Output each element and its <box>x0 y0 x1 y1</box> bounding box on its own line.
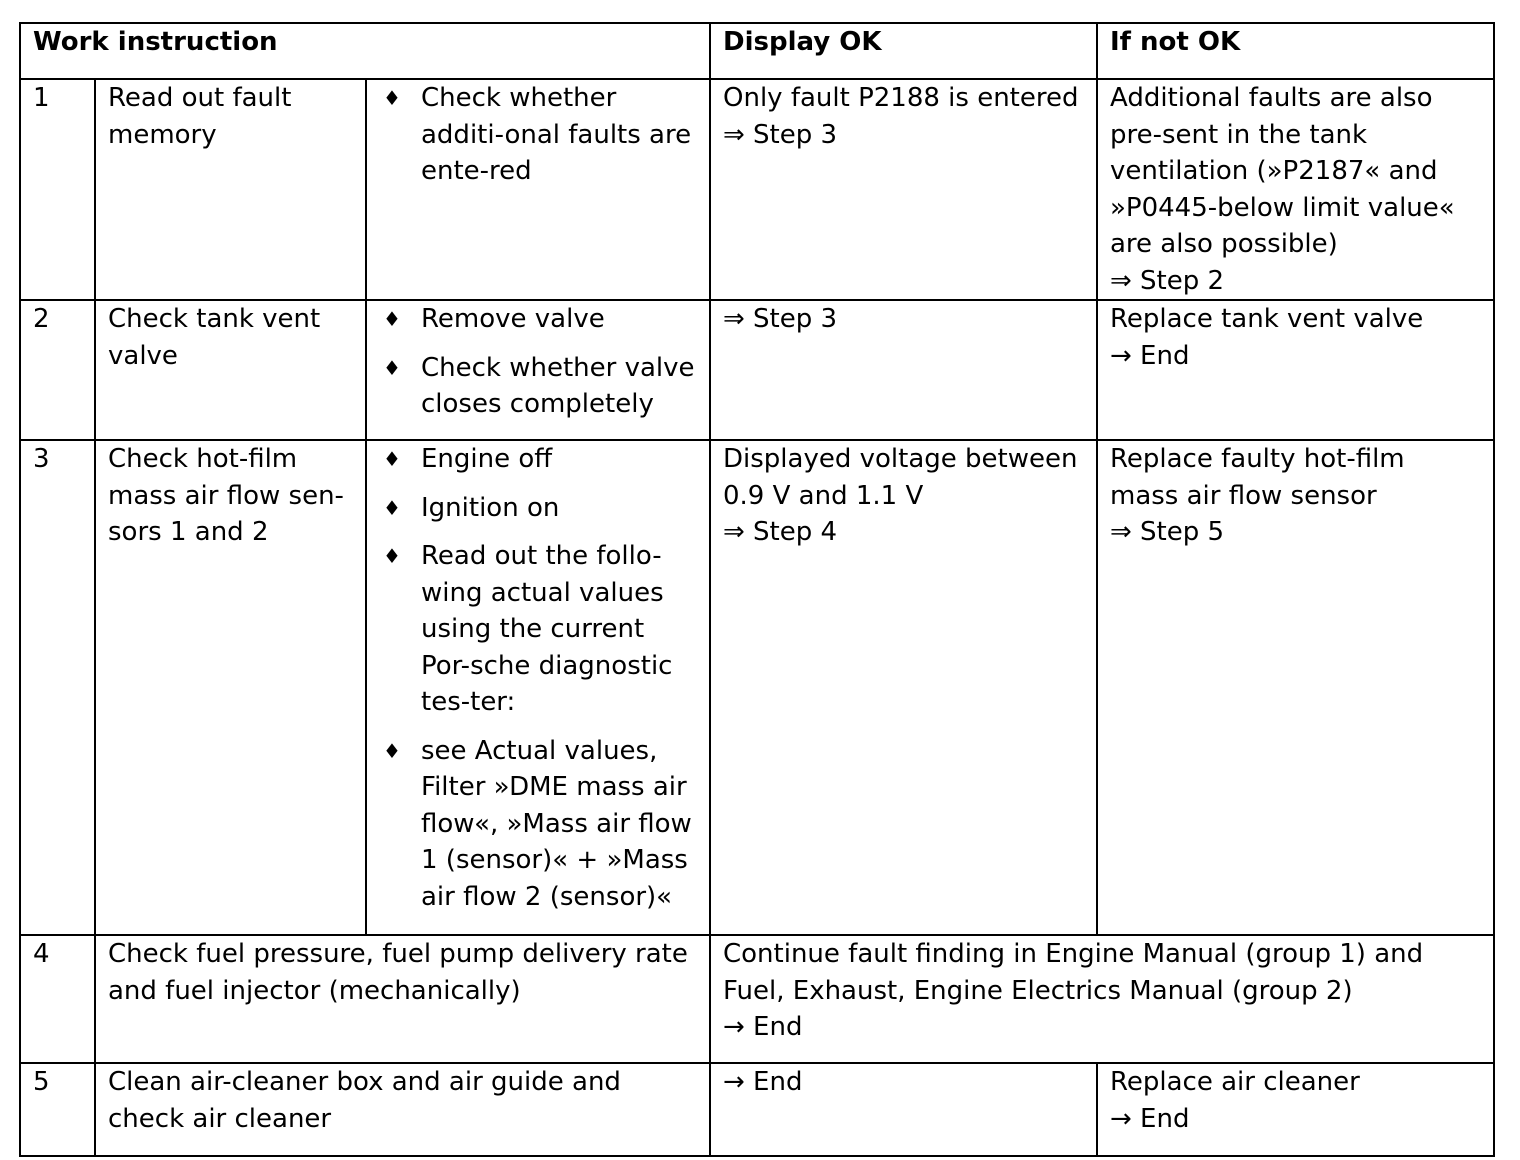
display-ok-cell: Only fault P2188 is entered ⇒ Step 3 <box>710 79 1097 300</box>
table-row <box>20 935 1494 1063</box>
procedure-item: ♦ Check whether additi-onal faults are ente-red <box>379 80 697 190</box>
table-row <box>20 440 1494 935</box>
header-row <box>20 23 1494 79</box>
step-number: 5 <box>20 1063 95 1156</box>
table-row <box>20 1063 1494 1156</box>
display-ok-cell <box>710 1063 1097 1156</box>
step-instruction: Clean air-cleaner box and air guide and check air cleaner <box>95 1063 710 1156</box>
step-link: → End <box>723 1012 803 1042</box>
procedure-item: ♦ Ignition on <box>379 490 697 527</box>
if-not-ok-cell: Replace faulty hot-film mass air flow sensor ⇒ Step 5 <box>1097 440 1494 935</box>
if-not-ok-cell: Additional faults are also pre-sent in the tank ventilation (»P2187« and »P0445-below limit value« are also possible) ⇒ Step 2 <box>1097 79 1494 300</box>
step-instruction: Check tank vent valve <box>95 300 366 440</box>
bullet-diamond-icon: ♦ <box>383 86 401 110</box>
table-row <box>20 79 1494 300</box>
if-not-ok-cell: Replace air cleaner → End <box>1097 1063 1494 1156</box>
step-link: ⇒ Step 2 <box>1110 265 1225 296</box>
step-procedure <box>366 440 710 935</box>
display-ok-cell <box>710 300 1097 440</box>
bullet-diamond-icon: ♦ <box>383 738 401 763</box>
step-number: 4 <box>20 935 95 1063</box>
procedure-item: ♦ see Actual values, Filter »DME mass air flow«, »Mass air flow 1 (sensor)« + »Mass air flow 2 (sensor)« <box>379 733 697 916</box>
step-number: 1 <box>20 79 95 300</box>
step-link: → End <box>1110 340 1190 371</box>
procedure-item: ♦ Read out the follo-wing actual values using the current Por-sche diagnostic tes-ter: <box>379 538 697 721</box>
step-instruction: Check hot-film mass air flow sen-sors 1 and 2 <box>95 440 366 935</box>
step-procedure <box>366 300 710 440</box>
header-if-not-ok: If not OK <box>1097 23 1494 79</box>
work-instruction-table <box>19 22 1495 1157</box>
step-link: ⇒ Step 3 <box>723 304 838 334</box>
bullet-diamond-icon: ♦ <box>383 544 401 568</box>
step-procedure <box>366 79 710 300</box>
step-link: ⇒ Step 4 <box>723 517 838 547</box>
if-not-ok-cell: Replace tank vent valve → End <box>1097 300 1494 440</box>
display-ok-cell: Displayed voltage between 0.9 V and 1.1 V ⇒ Step 4 <box>710 440 1097 935</box>
step-instruction: Check fuel pressure, fuel pump delivery rate and fuel injector (mechanically) <box>95 935 710 1063</box>
bullet-diamond-icon: ♦ <box>383 307 401 331</box>
bullet-diamond-icon: ♦ <box>383 355 401 380</box>
header-display-ok: Display OK <box>710 23 1097 79</box>
table-row <box>20 300 1494 440</box>
step-number: 2 <box>20 300 95 440</box>
header-work-instruction: Work instruction <box>20 23 710 79</box>
step-link: ⇒ Step 5 <box>1110 517 1225 547</box>
step-link: → End <box>1110 1103 1190 1134</box>
step-number: 3 <box>20 440 95 935</box>
bullet-diamond-icon: ♦ <box>383 447 401 471</box>
bullet-diamond-icon: ♦ <box>383 495 401 520</box>
step-link: ⇒ Step 3 <box>723 119 838 150</box>
procedure-item: ♦ Engine off <box>379 441 697 478</box>
procedure-item: ♦ Check whether valve closes completely <box>379 350 697 423</box>
procedure-item: ♦ Remove valve <box>379 301 697 338</box>
step-link: → End <box>723 1067 803 1097</box>
step-instruction: Read out fault memory <box>95 79 366 300</box>
display-ok-cell: Continue fault finding in Engine Manual (group 1) and Fuel, Exhaust, Engine Electrics Manual (group 2) → End <box>710 935 1494 1063</box>
